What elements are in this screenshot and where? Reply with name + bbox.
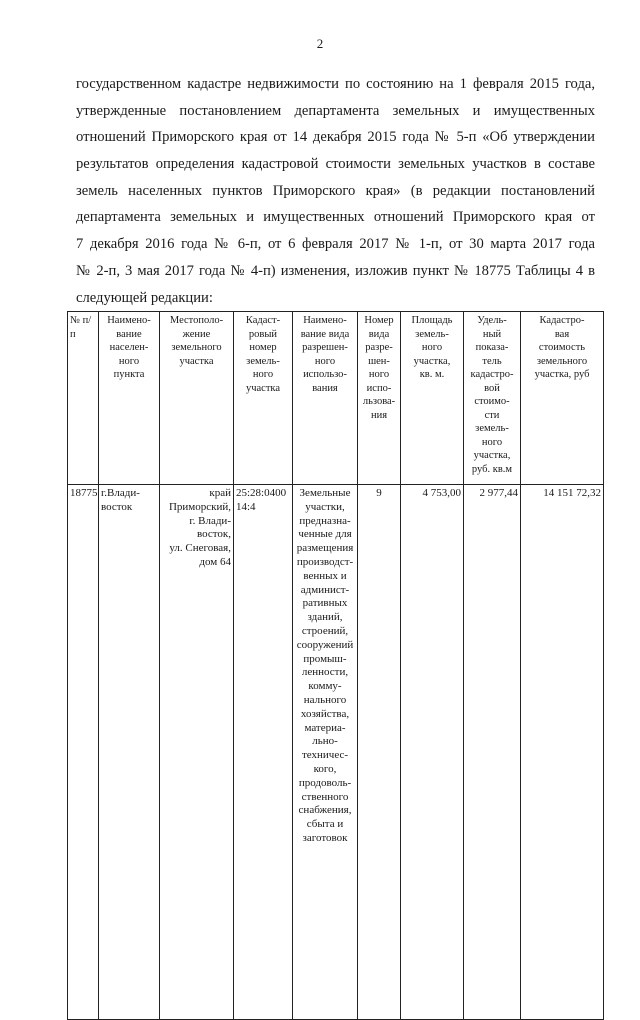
cell-specific-value: 2 977,44 (464, 485, 521, 1020)
paragraph-line: утвержденные постановлением департамента земельных и имущественных (76, 102, 595, 119)
header-specific-value: Удель- ный показа- тель кадастро- вой стоимо- сти земель- ного участка, руб. кв.м (464, 312, 521, 485)
body-paragraph (76, 71, 595, 311)
cell-num: 18775 (68, 485, 99, 1020)
header-num: № п/п (68, 312, 99, 485)
land-plot-table (67, 311, 604, 1020)
header-use-number: Номер вида разре- шен- ного испо- льзова- ния (358, 312, 401, 485)
header-cadastral-number: Кадаст- ровый номер земель- ного участка (234, 312, 293, 485)
paragraph-line: следующей редакции: (76, 289, 213, 306)
cell-locality: г.Влади- восток (99, 485, 160, 1020)
paragraph-line: департамента земельных и имущественных отношений Приморского края от (76, 209, 595, 226)
header-cadastral-value: Кадастро- вая стоимость земельного участка, руб (521, 312, 604, 485)
cell-location: край Приморский, г. Влади- восток, ул. Снеговая, дом 64 (160, 485, 234, 1020)
header-area: Площадь земель- ного участка, кв. м. (401, 312, 464, 485)
paragraph-line: отношений Приморского края от 14 декабря 2015 года № 5-п «Об утверждении (76, 129, 595, 146)
header-location: Местополо- жение земельного участка (160, 312, 234, 485)
table-row (68, 485, 604, 1020)
paragraph-line: земель населенных пунктов Приморского края» (в редакции постановлений (76, 182, 595, 199)
cell-cadastral-value: 14 151 72,32 (521, 485, 604, 1020)
paragraph-line: результатов определения кадастровой стоимости земельных участков в составе (76, 156, 595, 173)
cell-cadastral-number: 25:28:0400 14:4 (234, 485, 293, 1020)
table-header-row (68, 312, 604, 485)
cell-area: 4 753,00 (401, 485, 464, 1020)
paragraph-line: государственном кадастре недвижимости по состоянию на 1 февраля 2015 года, (76, 76, 595, 92)
page-number: 2 (316, 36, 324, 51)
header-use-name: Наимено- вание вида разрешен- ного использо- вания (293, 312, 358, 485)
header-locality: Наимено- вание населен- ного пункта (99, 312, 160, 485)
paragraph-line: № 2-п, 3 мая 2017 года № 4-п) изменения, изложив пункт № 18775 Таблицы 4 в (76, 262, 595, 279)
paragraph-line: 7 декабря 2016 года № 6-п, от 6 февраля 2017 № 1-п, от 30 марта 2017 года (76, 236, 595, 253)
cell-use-name: Земельные участки, предназна- ченные для размещения производст- венных и админист- ративных зданий, строений, сооружений промыш- ленности, комму- нального хозяйства, материа- льно- техничес- кого, продоволь- ственного снабжения, сбыта и заготовок (293, 485, 358, 1020)
cell-use-number: 9 (358, 485, 401, 1020)
